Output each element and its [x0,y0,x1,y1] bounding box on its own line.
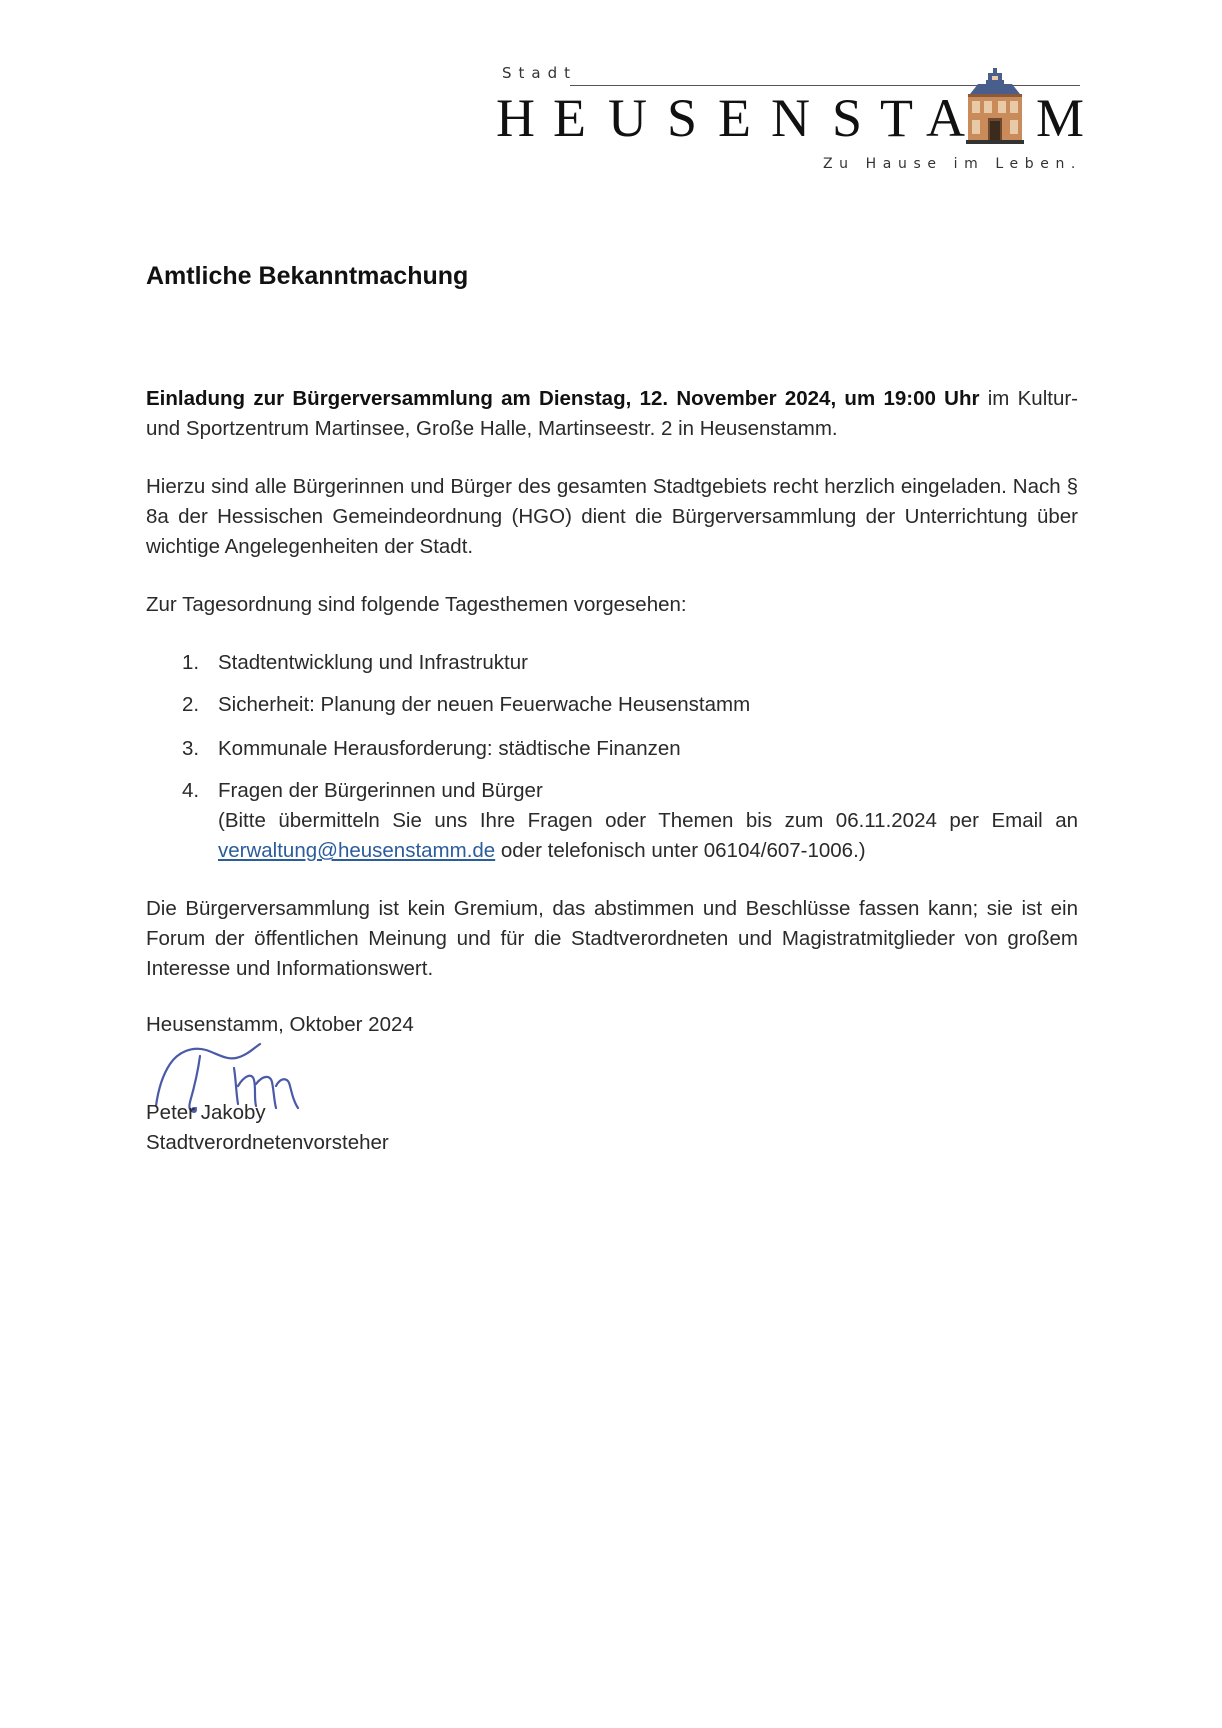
agenda-number: 2. [182,693,200,716]
agenda-text-block [218,776,1078,866]
logo-letter-s2: S [832,88,863,148]
email-link[interactable]: verwaltung@heusenstamm.de [218,839,496,862]
intro-paragraph: Hierzu sind alle Bürgerinnen und Bürger des gesamten Stadtgebiets recht herzlich eingeladen. Nach § 8a der Hessischen Gemeindeordnung (HGO) dient die Bürgerversammlung der Unterrichtung über wichtige Angelegenheiten der Stadt. [146,475,1078,558]
agenda-number: 1. [182,651,200,674]
signer-role: Stadtverordnetenvorsteher [146,1131,389,1154]
agenda-text: Fragen der Bürgerinnen und Bürger [218,779,543,802]
logo-letter-h: H [496,88,535,148]
agenda-note-before: (Bitte übermitteln Sie uns Ihre Fragen oder Themen bis zum 06.11.2024 per Email an [218,809,1078,832]
logo-letter-a: A [926,88,965,148]
invitation-rest: im Kultur- und Sportzentrum Martinsee, Große Halle, Martinseestr. 2 in Heusenstamm. [146,387,1078,440]
document-title: Amtliche Bekanntmachung [146,262,469,290]
agenda-text: Kommunale Herausforderung: städtische Finanzen [218,737,681,760]
signer-name: Peter Jakoby [146,1101,266,1124]
logo-stadt-label: Stadt [502,64,577,82]
agenda-note-after: oder telefonisch unter 06104/607-1006.) [495,839,866,862]
agenda-number: 3. [182,737,200,760]
invitation-bold: Einladung zur Bürgerversammlung am Dienstag, 12. November 2024, um 19:00 Uhr [146,387,980,410]
logo-letter-e: E [553,88,586,148]
castle-building-icon [966,68,1024,144]
closing-paragraph: Die Bürgerversammlung ist kein Gremium, das abstimmen und Beschlüsse fassen kann; sie ist ein Forum der öffentlichen Meinung und für die Stadtverordneten und Magistratmitglieder von großem Interesse und Informationswert. [146,897,1078,980]
logo-letter-n: N [771,88,810,148]
logo-tagline: Zu Hause im Leben. [822,156,1082,172]
logo-letter-u: U [608,88,647,148]
agenda-text: Stadtentwicklung und Infrastruktur [218,651,528,674]
invitation-paragraph [146,384,1078,444]
city-logo [496,62,1085,180]
agenda-number: 4. [182,779,200,802]
agenda-note [218,806,1078,866]
logo-letter-e2: E [718,88,751,148]
place-date: Heusenstamm, Oktober 2024 [146,1013,414,1036]
agenda-text: Sicherheit: Planung der neuen Feuerwache Heusenstamm [218,693,751,716]
logo-letter-m: M [1036,88,1085,148]
logo-letter-t: T [880,88,913,148]
agenda-intro: Zur Tagesordnung sind folgende Tagesthemen vorgesehen: [146,593,687,616]
logo-letter-s: S [667,88,698,148]
